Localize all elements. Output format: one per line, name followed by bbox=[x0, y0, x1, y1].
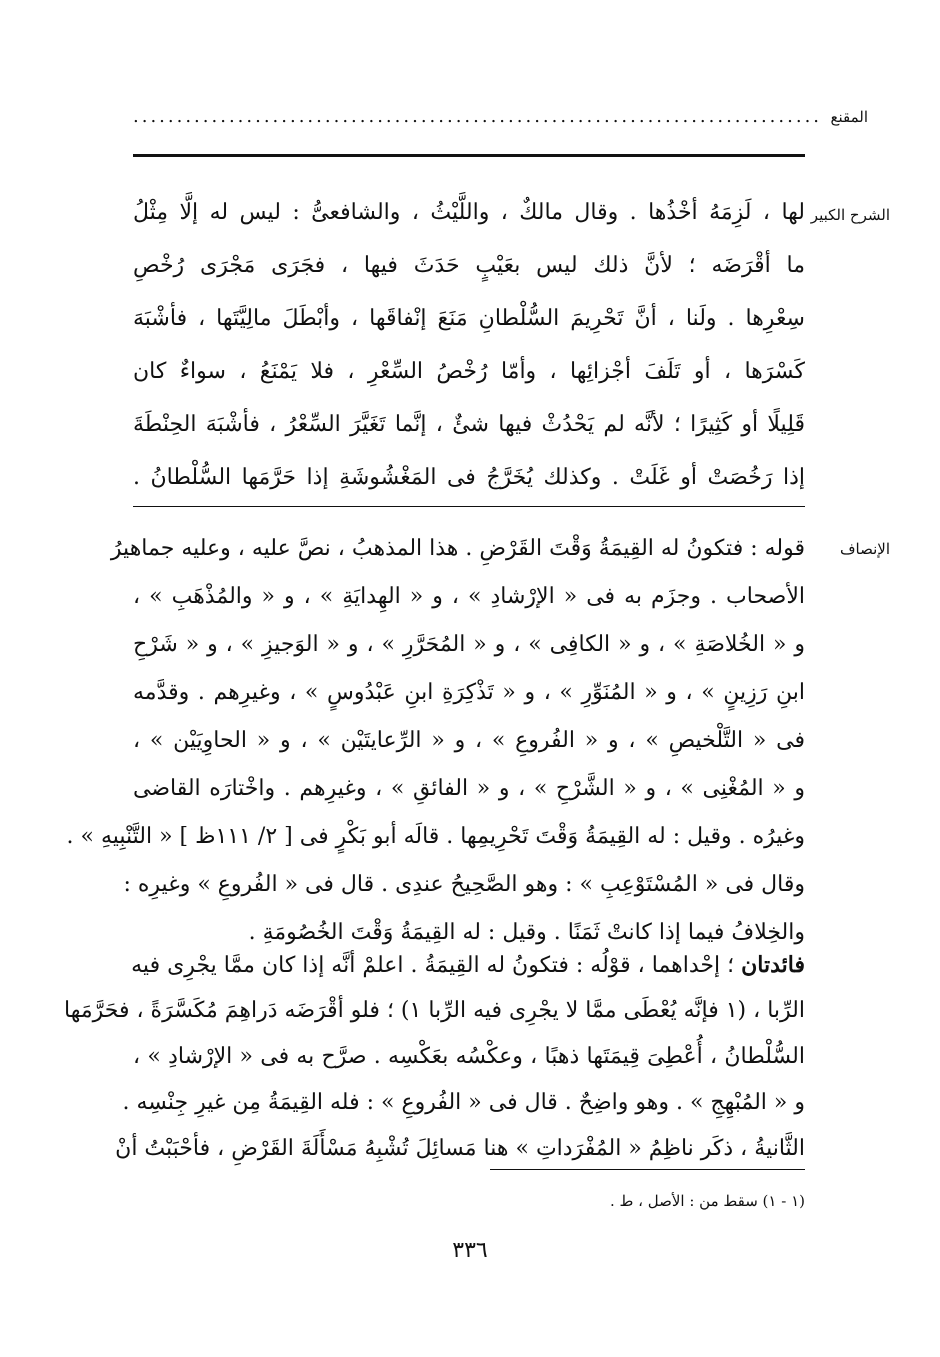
faida-line: ؛ إحْداهما ، قوْلُه : فتكونُ له القِيمَةُ . اعلمْ أنَّه إذا كان ممَّا يجْرِى فيه bbox=[131, 953, 735, 978]
faida-line: و « المُبْهِجِ » . وهو واضِحٌ . قال فى « الفُروعِ » : فله القِيمَةُ مِن غيرِ جِنْسِه . bbox=[122, 1090, 805, 1115]
insaf-line: فى « التَّلْخيصِ » ، و « الفُروعِ » ، و « الرِّعايتَيْن » ، و « الحاوِيَيْن » ، bbox=[133, 728, 805, 753]
section-divider bbox=[133, 506, 805, 507]
margin-label-insaf: الإنصاف bbox=[839, 540, 890, 558]
sharh-line: لها ، لَزِمَهُ أخْذُها . وقال مالكٌ ، واللَّيْثُ ، والشافعىُّ : ليس له إلَّا مِثْلُ bbox=[133, 200, 805, 225]
sharh-line: إذا رَخُصَتْ أو غَلَتْ . وكذلك يُخَرَّجُ فى المَغْشُوشَةِ إذا حَرَّمَها السُّلْطانُ . bbox=[133, 465, 805, 490]
insaf-line: ابنِ رَزِينٍ » ، و « المُنَوِّرِ » ، و « تَذْكِرَةِ ابنِ عَبْدُوسٍ » ، وغيرِهم . وقدَّمه bbox=[133, 680, 805, 705]
header-rule bbox=[133, 154, 805, 157]
sharh-line: كَسْرَها ، أو تَلَفَ أجْزائِها ، وأمّا رُخْصُ السِّعْرِ ، فلا يَمْنَعُ ، سواءٌ كان bbox=[133, 359, 805, 384]
sharh-line: سِعْرِها . ولَنا ، أنَّ تَحْرِيمَ السُّلْطانِ مَنَعَ إنْفاقَها ، وأبْطَلَ مالِيَّتَها ، فأشْبَهَ bbox=[133, 306, 805, 331]
margin-label-sharh: الشرح الكبير bbox=[810, 206, 890, 224]
insaf-line: وغيرُه . وقيل : له القِيمَةُ وَقْتَ تَحْرِيمِها . قالَه أبو بَكْرٍ فى [ ٢/ ١١١ظ ] « التَّنْبِيهِ » . bbox=[66, 824, 805, 849]
sharh-line: ما أقْرَضَه ؛ لأنَّ ذلك ليس بعَيْبٍ حَدَثَ فيها ، فجَرَى مَجْرَى رُخْصِ bbox=[133, 253, 805, 278]
footnote-rule bbox=[490, 1169, 805, 1170]
insaf-line: و « المُغْنِى » ، و « الشَّرْحِ » ، و « الفائقِ » ، وغيرِهم . واخْتارَه القاضى bbox=[133, 776, 805, 801]
sharh-text-block bbox=[133, 186, 805, 504]
page-number: ٣٣٦ bbox=[452, 1238, 488, 1263]
header-dotted-leader: ............................................................................... bbox=[133, 106, 823, 127]
insaf-line: والخِلافُ فيما إذا كانتْ ثَمَنًا . وقيل : له القِيمَةُ وَقْتَ الخُصُومَةِ . bbox=[248, 920, 805, 945]
running-header-title: المقنع bbox=[830, 108, 868, 126]
faida-line: الثَّانيةُ ، ذكَر ناظِمُ « المُفْرَداتِ » هنا مَسائِلَ تُشْبِهُ مَسْأَلَةَ القَرْضِ ، فأحْبَبْتُ أنْ bbox=[115, 1136, 805, 1161]
insaf-text-block bbox=[66, 525, 805, 957]
faida-line: السُّلْطانُ ، أُعْطِىَ قِيمَتَها ذهبًا ، وعكْسُه بعَكْسِه . صرَّح به فى « الإرْشادِ » ، bbox=[133, 1044, 805, 1069]
insaf-line: و « الخُلاصَةِ » ، و « الكافِى » ، و « المُحَرَّرِ » ، و « الوَجيزِ » ، و « شَرْحِ bbox=[133, 632, 805, 657]
faida-first-line bbox=[133, 942, 805, 988]
faida-text-block bbox=[63, 942, 805, 1172]
faida-line: الرِّبا ، (١ فإنَّه يُعْطَى ممَّا لا يجْرِى فيه الرِّبا ١) ؛ فلو أقْرَضَه دَراهِمَ مُكَسَّرَةً ، فحَرَّمَها bbox=[63, 998, 805, 1023]
insaf-line: وقال فى « المُسْتَوْعِبِ » : وهو الصَّحِيحُ عندِى . قال فى « الفُروعِ » وغيرِه : bbox=[123, 872, 805, 897]
faida-lead-word: فائدتان bbox=[741, 952, 805, 978]
insaf-line: الأصحاب . وجزَم به فى « الإرْشادِ » ، و « الهِدايَةِ » ، و « والمُذْهَبِ » ، bbox=[133, 584, 805, 609]
footnote: (١ - ١) سقط من : الأصل ، ط . bbox=[609, 1192, 805, 1210]
insaf-line: قوله : فتكونُ له القِيمَةُ وَقْتَ القَرْضِ . هذا المذهبُ ، نصَّ عليه ، وعليه جماهيرُ bbox=[110, 536, 805, 561]
sharh-line: قَلِيلًا أو كَثِيرًا ؛ لأنَّه لم يَحْدُثْ فيها شئٌ ، إنَّما تَغَيَّرَ السِّعْرُ ، فأشْبَهَ الحِنْطَةَ bbox=[133, 412, 805, 437]
